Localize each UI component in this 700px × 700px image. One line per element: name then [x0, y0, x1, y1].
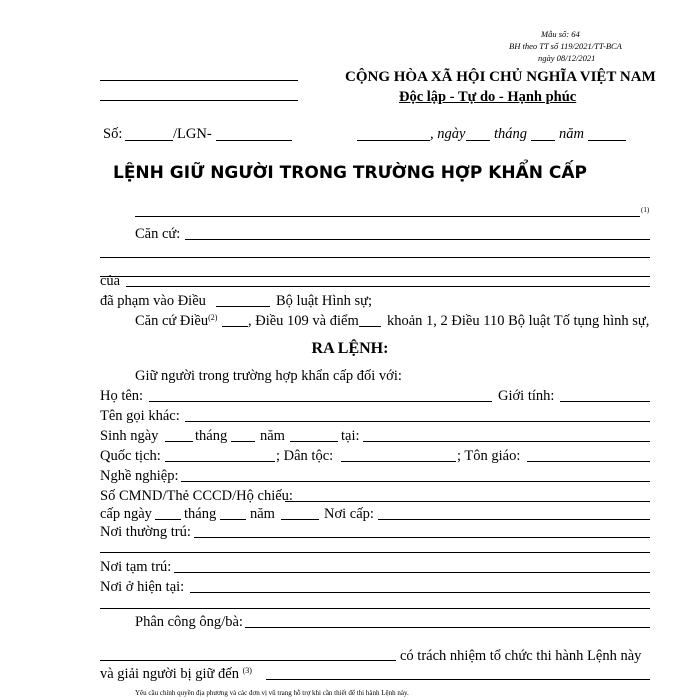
nghe-nghiep-label: Nghề nghiệp: — [100, 468, 179, 484]
ho-ten-label: Họ tên: — [100, 388, 144, 404]
issuer-line[interactable] — [135, 216, 640, 217]
cap-ngay-input[interactable] — [155, 519, 181, 520]
so-cmnd-label: Số CMND/Thẻ CCCD/Hộ chiếu: — [100, 488, 293, 504]
giu-nguoi-text: Giữ người trong trường hợp khẩn cấp đối với: — [135, 368, 402, 384]
dan-toc-label: ; Dân tộc: — [276, 448, 334, 464]
date-thang: tháng — [494, 126, 528, 142]
ho-ten-input[interactable] — [149, 401, 492, 402]
quoc-tich-input[interactable] — [165, 461, 275, 462]
year-blank[interactable] — [588, 140, 626, 141]
can-cu-dieu-blank[interactable] — [222, 326, 248, 327]
ton-giao-label: ; Tôn giáo: — [457, 448, 521, 464]
dan-toc-input[interactable] — [341, 461, 456, 462]
ten-goi-khac-input[interactable] — [185, 421, 650, 422]
month-blank[interactable] — [531, 140, 555, 141]
can-cu-dieu-text: Căn cứ Điều — [135, 313, 209, 329]
note-2: (2) — [208, 313, 218, 322]
dieu-109-text: , Điều 109 và điểm — [248, 313, 359, 329]
noi-o-hien-tai-input-2[interactable] — [100, 608, 650, 609]
trach-nhiem-text: có trách nhiệm tổ chức thi hành Lệnh này — [400, 648, 642, 664]
motto: Độc lập - Tự do - Hạnh phúc — [399, 89, 577, 105]
day-blank[interactable] — [466, 140, 490, 141]
giai-nguoi-text: và giải người bị giữ đến — [100, 666, 239, 682]
noi-thuong-tru-input-2[interactable] — [100, 552, 650, 553]
so-number-blank[interactable] — [125, 140, 173, 141]
tai-label: tại: — [341, 428, 360, 444]
date-nam: năm — [559, 126, 584, 142]
document-title: LỆNH GIỮ NGƯỜI TRONG TRƯỜNG HỢP KHẨN CẤP — [112, 163, 588, 183]
ton-giao-input[interactable] — [527, 461, 650, 462]
gioi-tinh-input[interactable] — [560, 401, 650, 402]
sinh-thang-label: tháng — [195, 428, 228, 444]
phan-cong-input[interactable] — [245, 627, 650, 628]
cap-thang-input[interactable] — [220, 519, 246, 520]
can-cu-line-2[interactable] — [100, 257, 650, 258]
diem-blank[interactable] — [359, 326, 381, 327]
cua-label: của — [100, 273, 121, 289]
cap-ngay-label: cấp ngày — [100, 506, 152, 522]
da-pham-label: đã phạm vào Điều — [100, 293, 206, 309]
bo-luat-hinh-su: Bộ luật Hình sự; — [276, 293, 373, 309]
cua-line[interactable] — [126, 286, 650, 287]
quoc-tich-label: Quốc tịch: — [100, 448, 161, 464]
so-cmnd-input[interactable] — [285, 501, 650, 502]
nghe-nghiep-input[interactable] — [181, 481, 650, 482]
tai-input[interactable] — [363, 441, 650, 442]
noi-o-hien-tai-input-1[interactable] — [190, 592, 650, 593]
giai-nguoi-input[interactable] — [266, 679, 650, 680]
noi-cap-label: Nơi cấp: — [324, 506, 374, 522]
agency-line-1[interactable] — [100, 80, 298, 81]
sinh-nam-label: năm — [260, 428, 285, 444]
ten-goi-khac-label: Tên gọi khác: — [100, 408, 180, 424]
sinh-ngay-input[interactable] — [165, 441, 193, 442]
can-cu-label: Căn cứ: — [135, 226, 181, 242]
place-blank[interactable] — [357, 140, 430, 141]
sinh-thang-input[interactable] — [231, 441, 255, 442]
noi-cap-input[interactable] — [378, 519, 650, 520]
country-title: CỘNG HÒA XÃ HỘI CHỦ NGHĨA VIỆT NAM — [345, 69, 656, 85]
note-1: (1) — [641, 206, 650, 214]
cap-nam-label: năm — [250, 506, 275, 522]
date-ngay: , ngày — [430, 126, 466, 142]
can-cu-dieu-label — [135, 313, 217, 329]
gioi-tinh-label: Giới tính: — [498, 388, 555, 404]
footer-note: Yêu cầu chính quyền địa phương và các đơn vị vũ trang hỗ trợ khi cần thiết để thi hành Lệnh này. — [135, 689, 409, 697]
dieu-blank[interactable] — [216, 306, 270, 307]
so-code: /LGN- — [173, 126, 212, 142]
so-label: Số: — [103, 126, 123, 142]
cap-thang-label: tháng — [184, 506, 217, 522]
note-3: (3) — [242, 666, 252, 675]
khoan-text: khoản 1, 2 Điều 110 Bộ luật Tố tụng hình sự, — [387, 313, 650, 329]
sinh-nam-input[interactable] — [290, 441, 338, 442]
form-code-line2: BH theo TT số 119/2021/TT-BCA — [509, 41, 622, 51]
agency-line-2[interactable] — [100, 100, 298, 101]
phan-cong-label: Phân công ông/bà: — [135, 614, 243, 630]
noi-thuong-tru-label: Nơi thường trú: — [100, 524, 191, 540]
giai-nguoi-label — [100, 666, 252, 682]
sinh-ngay-label: Sinh ngày — [100, 428, 159, 444]
ra-lenh-heading: RA LỆNH: — [311, 340, 389, 357]
noi-tam-tru-label: Nơi tạm trú: — [100, 559, 172, 575]
form-code-line3: ngày 08/12/2021 — [538, 53, 596, 63]
so-code-blank[interactable] — [216, 140, 292, 141]
can-cu-line-1[interactable] — [185, 239, 650, 240]
cap-nam-input[interactable] — [281, 519, 319, 520]
can-cu-line-3[interactable] — [100, 276, 650, 277]
noi-o-hien-tai-label: Nơi ở hiện tại: — [100, 579, 185, 595]
noi-thuong-tru-input-1[interactable] — [194, 537, 650, 538]
noi-tam-tru-input[interactable] — [174, 572, 650, 573]
phan-cong-input-2[interactable] — [100, 660, 396, 661]
form-code-line1: Mẫu số: 64 — [541, 29, 580, 39]
